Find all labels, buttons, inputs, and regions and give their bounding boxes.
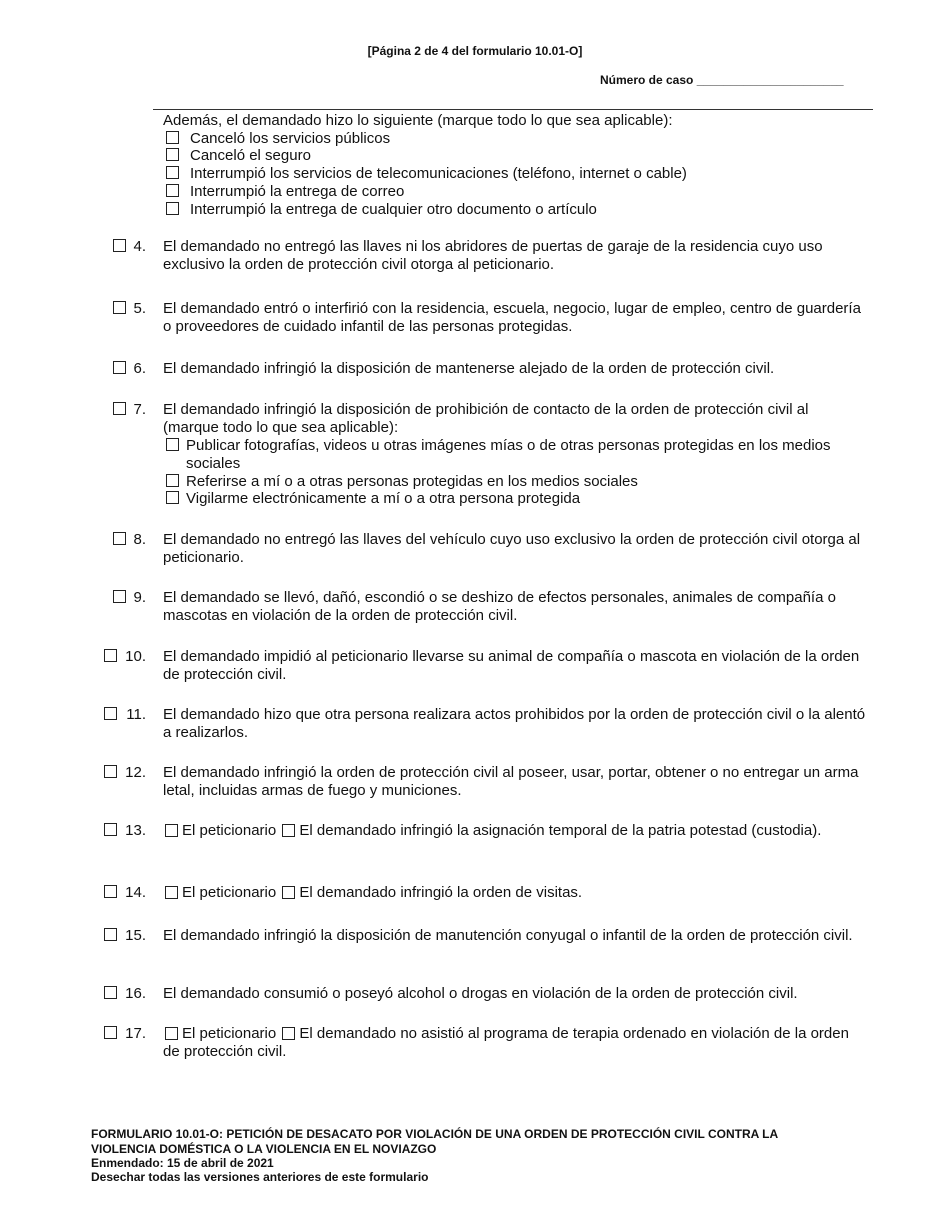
item-14-text [163, 884, 868, 902]
checkbox-item-17-respondent[interactable] [282, 1027, 295, 1040]
item-7-text: El demandado infringió la disposición de prohibición de contacto de la orden de protección civil al (marque todo lo que sea aplicable): [163, 401, 809, 436]
item-number: 13. [125, 822, 146, 839]
checkbox-telecom[interactable] [166, 166, 179, 179]
item-4-text: El demandado no entregó las llaves ni los abridores de puertas de garaje de la residencia cuyo uso exclusivo la orden de protección civil otorga al peticionario. [163, 238, 823, 273]
footer-amended: Enmendado: 15 de abril de 2021 [91, 1156, 274, 1170]
option-mail: Interrumpió la entrega de correo [190, 183, 405, 200]
checkbox-item-14-petitioner[interactable] [165, 886, 178, 899]
item-5-text: El demandado entró o interfirió con la residencia, escuela, negocio, lugar de empleo, centro de guardería o proveedores de cuidado infantil de las personas protegidas. [163, 300, 861, 335]
checkbox-item-14[interactable] [104, 885, 117, 898]
checkbox-item-7-surveillance[interactable] [166, 491, 179, 504]
checkbox-mail[interactable] [166, 184, 179, 197]
item-number: 4. [133, 238, 146, 255]
item-number: 9. [133, 589, 146, 606]
case-number [600, 73, 844, 87]
checkbox-item-7-photos[interactable] [166, 438, 179, 451]
checkbox-item-7-referring[interactable] [166, 474, 179, 487]
checkbox-item-12[interactable] [104, 765, 117, 778]
item-number: 5. [133, 300, 146, 317]
item-13-rest: infringió la asignación temporal de la patria potestad (custodia). [400, 822, 822, 839]
item-10-text: El demandado impidió al peticionario llevarse su animal de compañía o mascota en violación de la orden de protección civil. [163, 648, 860, 683]
item-13-respondent-label: El demandado [299, 822, 397, 839]
item-7-option-photos [186, 437, 866, 473]
item-14-respondent-label: El demandado [299, 884, 397, 901]
item-11-text: El demandado hizo que otra persona realizara actos prohibidos por la orden de protección civil o la alentó a realizarlos. [163, 706, 866, 741]
option-other-delivery: Interrumpió la entrega de cualquier otro documento o artículo [190, 201, 597, 218]
case-number-label: Número de caso [600, 73, 694, 87]
checkbox-item-16[interactable] [104, 986, 117, 999]
item-14-rest: infringió la orden de visitas. [400, 884, 583, 901]
item-number: 14. [125, 884, 146, 901]
item-17-rest: no asistió al programa de terapia ordenado en violación de la orden de protección civil. [163, 1025, 849, 1060]
item-16-text: El demandado consumió o poseyó alcohol o drogas en violación de la orden de protección civil. [163, 985, 798, 1002]
checkbox-item-17-petitioner[interactable] [165, 1027, 178, 1040]
page-label: [Página 2 de 4 del formulario 10.01-O] [367, 44, 583, 58]
checkbox-item-15[interactable] [104, 928, 117, 941]
continuation-intro: Además, el demandado hizo lo siguiente (marque todo lo que sea aplicable): [163, 112, 673, 129]
case-number-field[interactable]: ______________________ [696, 73, 844, 87]
checkbox-other-delivery[interactable] [166, 202, 179, 215]
top-divider [153, 109, 873, 110]
item-13-petitioner-label: El peticionario [182, 822, 277, 839]
footer-discard-note: Desechar todas las versiones anteriores de este formulario [91, 1170, 429, 1184]
item-7-option-referring: Referirse a mí o a otras personas protegidas en los medios sociales [186, 473, 638, 490]
item-12-text: El demandado infringió la orden de protección civil al poseer, usar, portar, obtener o no entregar un arma letal, incluidas armas de fuego y municiones. [163, 764, 859, 799]
checkbox-item-11[interactable] [104, 707, 117, 720]
footer-line-2: VIOLENCIA DOMÉSTICA O LA VIOLENCIA EN EL NOVIAZGO [91, 1142, 437, 1156]
item-9-text: El demandado se llevó, dañó, escondió o se deshizo de efectos personales, animales de compañía o mascotas en violación de la orden de protección civil. [163, 589, 836, 624]
item-number: 11. [126, 706, 146, 723]
checkbox-item-14-respondent[interactable] [282, 886, 295, 899]
item-17-respondent-label: El demandado [299, 1025, 397, 1042]
checkbox-item-13-respondent[interactable] [282, 824, 295, 837]
item-17-text [163, 1025, 868, 1061]
option-insurance: Canceló el seguro [190, 147, 311, 164]
item-8-text: El demandado no entregó las llaves del vehículo cuyo uso exclusivo la orden de protección civil otorga al peticionario. [163, 531, 861, 566]
item-15-text: El demandado infringió la disposición de manutención conyugal o infantil de la orden de protección civil. [163, 927, 853, 944]
item-number: 12. [125, 764, 146, 781]
item-7-option-surveillance: Vigilarme electrónicamente a mí o a otra persona protegida [186, 490, 581, 507]
item-number: 16. [125, 985, 146, 1002]
item-13-text [163, 822, 868, 840]
footer-line-1: FORMULARIO 10.01-O: PETICIÓN DE DESACATO POR VIOLACIÓN DE UNA ORDEN DE PROTECCIÓN CIVIL CONTRA LA [91, 1127, 779, 1141]
checkbox-item-13-petitioner[interactable] [165, 824, 178, 837]
item-number: 8. [133, 531, 146, 548]
item-7-option-photos-label: Publicar fotografías, videos u otras imágenes mías o de otras personas protegidas en los medios sociales [186, 437, 831, 472]
checkbox-item-17[interactable] [104, 1026, 117, 1039]
item-6-text: El demandado infringió la disposición de mantenerse alejado de la orden de protección civil. [163, 360, 775, 377]
item-number: 10. [125, 648, 146, 665]
item-number: 7. [133, 401, 146, 418]
item-number: 15. [125, 927, 146, 944]
item-number: 6. [133, 360, 146, 377]
checkbox-utilities[interactable] [166, 131, 179, 144]
item-number: 17. [125, 1025, 146, 1042]
item-17-petitioner-label: El peticionario [182, 1025, 277, 1042]
checkbox-item-13[interactable] [104, 823, 117, 836]
option-utilities: Canceló los servicios públicos [190, 130, 391, 147]
option-telecom: Interrumpió los servicios de telecomunicaciones (teléfono, internet o cable) [190, 165, 687, 182]
checkbox-insurance[interactable] [166, 148, 179, 161]
item-14-petitioner-label: El peticionario [182, 884, 277, 901]
checkbox-item-10[interactable] [104, 649, 117, 662]
